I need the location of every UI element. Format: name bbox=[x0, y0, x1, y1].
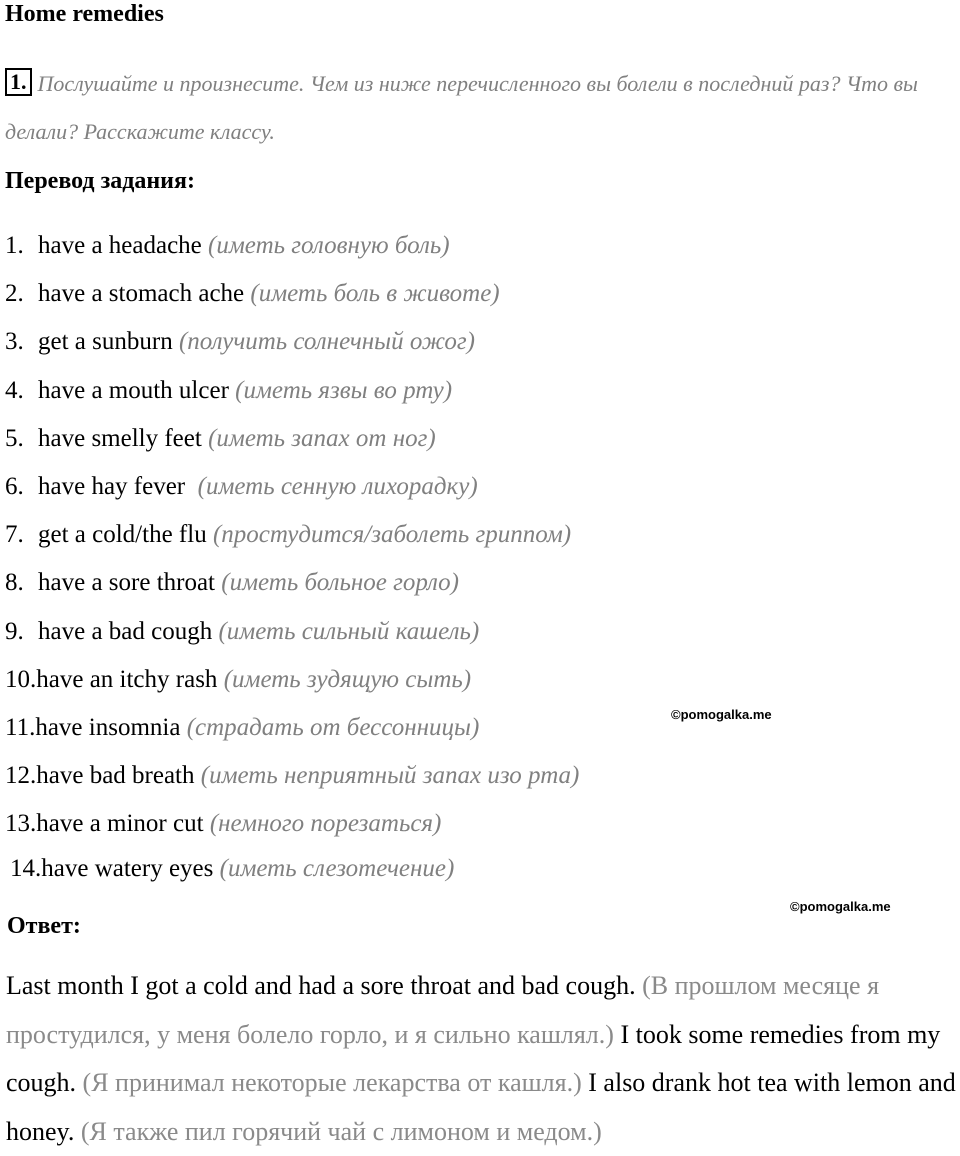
item-english: have insomnia bbox=[35, 714, 181, 742]
list-item bbox=[5, 367, 579, 415]
item-translation: (иметь зудящую сыть) bbox=[223, 665, 472, 693]
translation-heading: Перевод задания: bbox=[5, 168, 195, 194]
list-item bbox=[5, 752, 579, 800]
item-translation: (иметь головную боль) bbox=[208, 232, 450, 259]
item-translation: (иметь неприятный запах изо рта) bbox=[200, 762, 580, 790]
answer-paragraph bbox=[6, 962, 956, 1156]
page-title: Home remedies bbox=[5, 1, 164, 27]
list-item bbox=[5, 270, 579, 318]
item-translation: (иметь запах от ног) bbox=[208, 424, 436, 452]
answer-translation: (Я принимал некоторые лекарства от кашля.) bbox=[82, 1068, 582, 1097]
item-translation: (получить солнечный ожог) bbox=[178, 328, 475, 356]
item-english: have a sore throat bbox=[38, 569, 216, 597]
item-number: 3. bbox=[5, 328, 24, 356]
list-item bbox=[5, 318, 579, 366]
item-number: 14. bbox=[10, 854, 42, 882]
answer-translation: (Я также пил горячий чай с лимоном и медом.) bbox=[80, 1116, 602, 1146]
answer-sentence: Last month I got a cold and had a sore throat and bad cough. bbox=[6, 971, 636, 1000]
list-item bbox=[5, 222, 579, 270]
item-number: 8. bbox=[5, 569, 24, 597]
item-number: 2. bbox=[5, 280, 24, 308]
item-translation: (иметь боль в животе) bbox=[250, 280, 500, 308]
item-translation: (иметь больное горло) bbox=[221, 569, 459, 597]
item-english: have a stomach ache bbox=[38, 280, 245, 308]
item-translation: (немного порезаться) bbox=[209, 810, 442, 838]
item-number: 13. bbox=[5, 810, 37, 838]
task-number-badge: 1. bbox=[5, 68, 32, 96]
item-translation: (простудится/заболеть гриппом) bbox=[212, 521, 572, 549]
item-translation: (иметь сильный кашель) bbox=[218, 617, 480, 645]
answer-sentence: I also drank hot tea with lemon and honey. bbox=[6, 1068, 956, 1146]
item-number: 6. bbox=[5, 473, 24, 501]
item-english: have smelly feet bbox=[38, 424, 202, 452]
item-english: have a headache bbox=[38, 232, 202, 259]
answer-translation: (В прошлом месяце я простудился, у меня болело горло, и я сильно кашлял.) bbox=[6, 971, 880, 1049]
item-translation: (страдать от бессонницы) bbox=[186, 714, 480, 742]
item-number: 12. bbox=[5, 762, 37, 790]
item-english: have a mouth ulcer bbox=[38, 376, 229, 404]
list-item bbox=[5, 559, 579, 607]
item-english: get a cold/the flu bbox=[38, 521, 207, 549]
item-number: 10. bbox=[5, 665, 37, 693]
item-number: 11. bbox=[5, 714, 36, 742]
item-number: 4. bbox=[5, 376, 24, 404]
item-english: have hay fever bbox=[38, 473, 192, 501]
list-item bbox=[5, 704, 579, 752]
item-english: get a sunburn bbox=[38, 328, 173, 356]
vocabulary-list bbox=[5, 222, 579, 889]
list-item bbox=[5, 415, 579, 463]
item-translation: (иметь сенную лихорадку) bbox=[197, 473, 478, 501]
list-item bbox=[5, 800, 579, 848]
item-english: have an itchy rash bbox=[36, 665, 218, 693]
list-item bbox=[5, 511, 579, 559]
list-item bbox=[5, 656, 579, 704]
list-item bbox=[5, 463, 579, 511]
item-number: 5. bbox=[5, 424, 24, 452]
item-english: have a minor cut bbox=[36, 810, 204, 838]
item-english: have a bad cough bbox=[38, 617, 213, 645]
task-text: Послушайте и произнесите. Чем из ниже перечисленного вы болели в последний раз? Что вы делали? Расскажите классу. bbox=[5, 71, 918, 144]
list-item bbox=[5, 608, 579, 656]
item-number: 9. bbox=[5, 617, 24, 645]
answer-sentence: I took some remedies from my cough. bbox=[6, 1019, 941, 1097]
watermark: ©pomogalka.me bbox=[671, 707, 772, 722]
item-english: have bad breath bbox=[36, 762, 195, 790]
item-translation: (иметь язвы во рту) bbox=[235, 376, 453, 404]
item-english: have watery eyes bbox=[41, 854, 214, 882]
answer-heading: Ответ: bbox=[7, 913, 81, 939]
task-instruction bbox=[5, 60, 945, 156]
watermark: ©pomogalka.me bbox=[790, 899, 891, 914]
item-translation: (иметь слезотечение) bbox=[219, 854, 455, 882]
list-item bbox=[10, 849, 579, 889]
item-number: 1. bbox=[5, 232, 24, 259]
item-number: 7. bbox=[5, 521, 24, 549]
